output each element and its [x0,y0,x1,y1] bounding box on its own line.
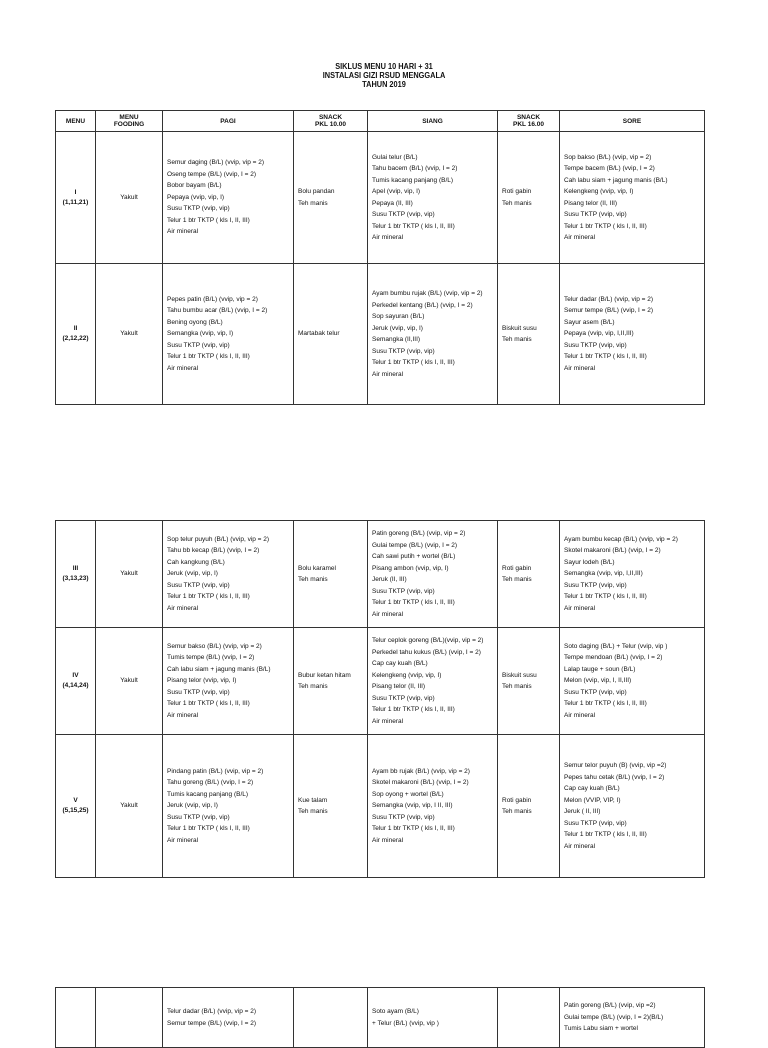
menu-item-line: Pisang telor (II, III) [564,199,618,207]
snack-16-cell [498,988,560,1048]
menu-item-line: Sop oyong + wortel (B/L) [372,790,444,798]
menu-item-line: Tumis Labu siam + wortel [564,1025,638,1033]
title-line-3: TAHUN 2019 [362,80,406,89]
menu-item-line: Sop telur puyuh (B/L) (vvip, vip = 2) [167,535,270,543]
siang-cell [368,735,498,878]
menu-item-line: Semangka (vvip, vip, I II, III) [372,802,453,810]
menu-item-line: + Telur (B/L) (vvip, vip ) [372,1019,439,1027]
menu-item-line: Gulai tempe (B/L) (vvip, I = 2) [372,541,458,549]
menu-item-line: Bolu karamel [298,564,336,572]
menu-item-line: Susu TKTP (vvip, vip) [167,813,230,821]
col-header-sore: SORE [560,111,705,132]
menu-item-line: Semur daging (B/L) (vvip, vip = 2) [167,159,264,167]
menu-item-line: Air mineral [167,604,199,612]
fooding-cell: Yakult [96,132,163,264]
menu-cell [56,988,96,1048]
menu-item-line: Telur 1 btr TKTP ( kls I, II, III) [167,353,250,361]
menu-item-line: Ayam bumbu rujak (B/L) (vvip, vip = 2) [372,290,483,297]
menu-item-line: Susu TKTP (vvip, vip) [372,347,435,355]
menu-item-line: Ayam bb rujak (B/L) (vvip, vip = 2) [372,767,470,775]
menu-item-line: Soto daging (B/L) + Telur (vvip, vip ) [564,642,668,650]
menu-item-line: Telur 1 btr TKTP ( kls I, II, III) [167,825,250,833]
menu-item-line: Pepaya (II, III) [372,199,413,207]
menu-item-line: Sop bakso (B/L) (vvip, vip = 2) [564,153,652,161]
fooding-cell: Yakult [96,521,163,628]
menu-number: IV [72,672,79,679]
table-header-row [56,111,705,132]
menu-days: (5,15,25) [62,807,89,814]
menu-item-line: Tahu bb kecap (B/L) (vvip, I = 2) [167,547,260,555]
menu-number: III [72,565,79,572]
menu-item-line: Tumis kacang panjang (B/L) [167,790,249,798]
menu-item-line: Air mineral [372,234,404,241]
menu-item-line: Kue talam [298,796,328,804]
menu-item-line: Bubur ketan hitam [298,671,351,679]
menu-item-line: Sop sayuran (B/L) [372,313,425,320]
menu-item-line: Teh manis [502,808,532,815]
menu-item-line: Perkedel tahu kukus (B/L) (vvip, I = 2) [372,648,481,656]
menu-item-line: Telur dadar (B/L) (vvip, vip = 2) [167,1008,257,1015]
menu-item-line: Cah labu siam + jagung manis (B/L) [167,665,271,673]
menu-item-line: Teh manis [502,683,532,690]
menu-item-line: Air mineral [167,364,199,372]
menu-cell [56,521,96,628]
menu-item-line: Air mineral [564,842,596,850]
menu-item-line: Gulai telur (B/L) [372,153,418,161]
menu-item-line: Roti gabin [502,188,532,195]
snack-10-cell [294,264,368,405]
menu-item-line: Telur 1 btr TKTP ( kls I, II, III) [167,700,250,708]
menu-number: I [74,188,77,196]
menu-item-line: Pepaya (vvip, vip, I) [167,193,225,201]
sore-cell [560,988,705,1048]
menu-number: II [73,325,78,332]
menu-item-line: Air mineral [564,604,596,612]
snack-16-cell [498,264,560,405]
menu-item-line: Air mineral [372,717,404,725]
menu-item-line: Semur tempe (B/L) (vvip, I = 2) [167,1019,257,1027]
menu-item-line: Jeruk ( II, III) [564,808,601,815]
pagi-cell [163,264,294,405]
menu-item-line: Tempe mendoan (B/L) (vvip, I = 2) [564,654,663,662]
menu-item-line: Patin goreng (B/L) (vvip, vip = 2) [372,530,466,537]
menu-item-line: Susu TKTP (vvip, vip) [564,341,627,349]
menu-item-line: Pindang patin (B/L) (vvip, vip = 2) [167,767,264,775]
menu-item-line: Cap cay kuah (B/L) [372,660,428,667]
table-row [56,521,705,628]
menu-item-line: Teh manis [298,199,328,207]
menu-item-line: Kelengkeng (vvip, vip, I) [372,671,442,679]
menu-item-line: Telur 1 btr TKTP ( kls I, II, III) [167,216,250,224]
siang-cell [368,132,498,264]
menu-item-line: Telur 1 btr TKTP ( kls I, II, III) [167,593,250,601]
menu-item-line: Jeruk (vvip, vip, I) [167,802,218,810]
table-row [56,264,705,405]
snack-10-cell [294,521,368,628]
menu-item-line: Susu TKTP (vvip, vip) [564,819,627,827]
sore-cell [560,132,705,264]
menu-item-line: Telur 1 btr TKTP ( kls I, II, III) [564,831,647,838]
menu-item-line: Jeruk (vvip, vip, I) [372,324,423,332]
snack-10-cell [294,132,368,264]
table-row [56,988,705,1048]
menu-item-line: Gulai tempe (B/L) (vvip, I = 2)(B/L) [564,1013,664,1021]
menu-item-line: Air mineral [372,370,404,378]
menu-cell [56,132,96,264]
menu-item-line: Pisang ambon (vvip, vip, I) [372,564,449,572]
menu-item-line: Patin goreng (B/L) (vvip, vip =2) [564,1002,656,1010]
menu-item-line: Air mineral [564,711,596,719]
menu-item-line: Air mineral [167,711,199,719]
menu-item-line: Semangka (II,III) [372,336,421,343]
fooding-cell [96,988,163,1048]
menu-days: (2,12,22) [62,335,89,342]
menu-item-line: Semangka (vvip, vip, I) [167,330,234,338]
snack-10-cell [294,628,368,735]
title-line-1: SIKLUS MENU 10 HARI + 31 [335,62,433,71]
menu-item-line: Roti gabin [502,564,532,572]
sore-cell [560,628,705,735]
menu-item-line: Air mineral [564,234,596,241]
menu-item-line: Semangka (vvip, vip, I,II,III) [564,570,643,578]
menu-item-line: Kelengkeng (vvip, vip, I) [564,188,634,195]
menu-days: (1,11,21) [62,198,89,206]
menu-item-line: Pisang telor (vvip, vip, I) [167,677,237,685]
sore-cell [560,521,705,628]
pagi-cell [163,132,294,264]
menu-item-line: Telur 1 btr TKTP ( kls I, II, III) [564,593,647,601]
menu-item-line: Air mineral [167,836,199,844]
fooding-cell: Yakult [96,628,163,735]
pagi-cell [163,628,294,735]
menu-item-line: Tumis tempe (B/L) (vvip, I = 2) [167,654,255,662]
table-row [56,628,705,735]
menu-item-line: Soto ayam (B/L) [372,1008,419,1015]
menu-item-line: Air mineral [372,836,404,844]
menu-item-line: Pepes tahu cetak (B/L) (vvip, I = 2) [564,773,665,781]
fooding-cell: Yakult [96,735,163,878]
title-line-2: INSTALASI GIZI RSUD MENGGALA [322,71,446,80]
snack-16-cell [498,628,560,735]
menu-item-line: Susu TKTP (vvip, vip) [372,813,435,821]
table-row [56,735,705,878]
menu-number: V [73,797,78,804]
fooding-cell: Yakult [96,264,163,405]
snack-16-cell [498,735,560,878]
menu-item-line: Susu TKTP (vvip, vip) [167,205,230,213]
menu-days: (3,13,23) [62,575,89,582]
menu-item-line: Telur 1 btr TKTP ( kls I, II, III) [372,599,455,606]
menu-item-line: Melon (VVIP, VIP, I) [564,796,621,804]
sore-cell [560,264,705,405]
menu-item-line: Susu TKTP (vvip, vip) [564,211,627,218]
menu-item-line: Perkedel kentang (B/L) (vvip, I = 2) [372,301,473,309]
menu-item-line: Telur 1 btr TKTP ( kls I, II, III) [564,353,647,361]
menu-item-line: Susu TKTP (vvip, vip) [564,688,627,696]
menu-table-page-1 [55,110,705,405]
menu-item-line: Jeruk (II, III) [372,576,407,583]
menu-table-page-2 [55,520,705,878]
menu-item-line: Susu TKTP (vvip, vip) [372,694,435,702]
menu-item-line: Susu TKTP (vvip, vip) [167,341,230,349]
menu-item-line: Cah labu siam + jagung manis (B/L) [564,176,668,184]
menu-cell [56,264,96,405]
menu-item-line: Skotel makaroni (B/L) (vvip, I = 2) [372,779,469,787]
menu-item-line: Bobor bayam (B/L) [167,182,222,190]
menu-item-line: Teh manis [502,336,532,343]
menu-item-line: Tahu bacem (B/L) (vvip, I = 2) [372,165,458,172]
siang-cell [368,988,498,1048]
col-header-siang: SIANG [368,111,498,132]
menu-item-line: Susu TKTP (vvip, vip) [167,581,230,589]
menu-table-page-3 [55,987,705,1048]
menu-item-line: Pepes patin (B/L) (vvip, vip = 2) [167,295,258,303]
menu-item-line: Lalap tauge + soun (B/L) [564,665,636,673]
pagi-cell [163,988,294,1048]
menu-item-line: Air mineral [564,364,596,372]
sore-cell [560,735,705,878]
menu-item-line: Air mineral [372,610,404,618]
col-header-snack-16: SNACK PKL 16.00 [498,111,560,132]
col-header-snack-10: SNACK PKL 10.00 [294,111,368,132]
menu-item-line: Telur 1 btr TKTP ( kls I, II, III) [564,222,647,230]
menu-item-line: Sayur asem (B/L) [564,318,615,326]
menu-item-line: Teh manis [298,808,328,815]
menu-item-line: Telur 1 btr TKTP ( kls I, II, III) [372,222,455,230]
menu-item-line: Pepaya (vvip, vip, I,II,III) [564,330,634,338]
menu-item-line: Ayam bumbu kecap (B/L) (vvip, vip = 2) [564,535,678,543]
menu-item-line: Semur tempe (B/L) (vvip, I = 2) [564,307,654,315]
snack-16-cell [498,521,560,628]
pagi-cell [163,735,294,878]
menu-item-line: Teh manis [298,683,328,690]
menu-item-line: Jeruk (vvip, vip, I) [167,570,218,578]
menu-item-line: Susu TKTP (vvip, vip) [564,581,627,589]
menu-item-line: Tempe bacem (B/L) (vvip, I = 2) [564,165,655,172]
menu-item-line: Telur 1 btr TKTP ( kls I, II, III) [372,825,455,833]
menu-item-line: Susu TKTP (vvip, vip) [372,587,435,595]
menu-item-line: Cah kangkung (B/L) [167,558,225,566]
menu-item-line: Semur telor puyuh (B) (vvip, vip =2) [564,762,667,769]
menu-item-line: Teh manis [298,576,328,583]
menu-item-line: Melon (vvip, vip, I, II,III) [564,677,632,685]
menu-item-line: Telur 1 btr TKTP ( kls I, II, III) [372,359,455,366]
menu-item-line: Biskuit susu [502,671,537,679]
menu-item-line: Roti gabin [502,796,532,804]
menu-item-line: Tahu goreng (B/L) (vvip, I = 2) [167,779,254,787]
menu-item-line: Pisang telor (II, III) [372,683,426,690]
snack-16-cell [498,132,560,264]
col-header-pagi: PAGI [163,111,294,132]
pagi-cell [163,521,294,628]
menu-item-line: Sayur lodeh (B/L) [564,558,615,566]
siang-cell [368,628,498,735]
menu-item-line: Cap cay kuah (B/L) [564,785,620,792]
menu-item-line: Semur bakso (B/L) (vvip, vip = 2) [167,642,262,650]
menu-item-line: Telur 1 btr TKTP ( kls I, II, III) [372,706,455,713]
menu-item-line: Martabak telur [298,330,340,338]
menu-item-line: Telur 1 btr TKTP ( kls I, II, III) [564,700,647,708]
menu-item-line: Susu TKTP (vvip, vip) [167,688,230,696]
menu-item-line: Telur dadar (B/L) (vvip, vip = 2) [564,295,654,303]
siang-cell [368,264,498,405]
menu-item-line: Oseng tempe (B/L) (vvip, I = 2) [167,170,257,178]
menu-cell [56,735,96,878]
col-header-fooding: MENU FOODING [96,111,163,132]
menu-days: (4,14,24) [62,682,89,689]
menu-item-line: Skotel makaroni (B/L) (vvip, I = 2) [564,547,661,555]
menu-item-line: Teh manis [502,576,532,583]
menu-item-line: Tumis kacang panjang (B/L) [372,176,454,184]
col-header-menu: MENU [56,111,96,132]
menu-item-line: Apel (vvip, vip, I) [372,188,421,195]
menu-item-line: Bening oyong (B/L) [167,318,223,326]
siang-cell [368,521,498,628]
menu-item-line: Susu TKTP (vvip, vip) [372,211,435,218]
menu-item-line: Biskuit susu [502,324,537,332]
menu-item-line: Cah sawi putih + wortel (B/L) [372,553,456,560]
menu-item-line: Tahu bumbu acar (B/L) (vvip, I = 2) [167,307,268,315]
menu-item-line: Bolu pandan [298,188,335,195]
menu-item-line: Teh manis [502,199,532,207]
snack-10-cell [294,988,368,1048]
menu-item-line: Air mineral [167,228,199,236]
table-row [56,132,705,264]
menu-cell [56,628,96,735]
menu-item-line: Telur ceplok goreng (B/L)(vvip, vip = 2) [372,637,484,644]
document-title [0,62,768,89]
snack-10-cell [294,735,368,878]
